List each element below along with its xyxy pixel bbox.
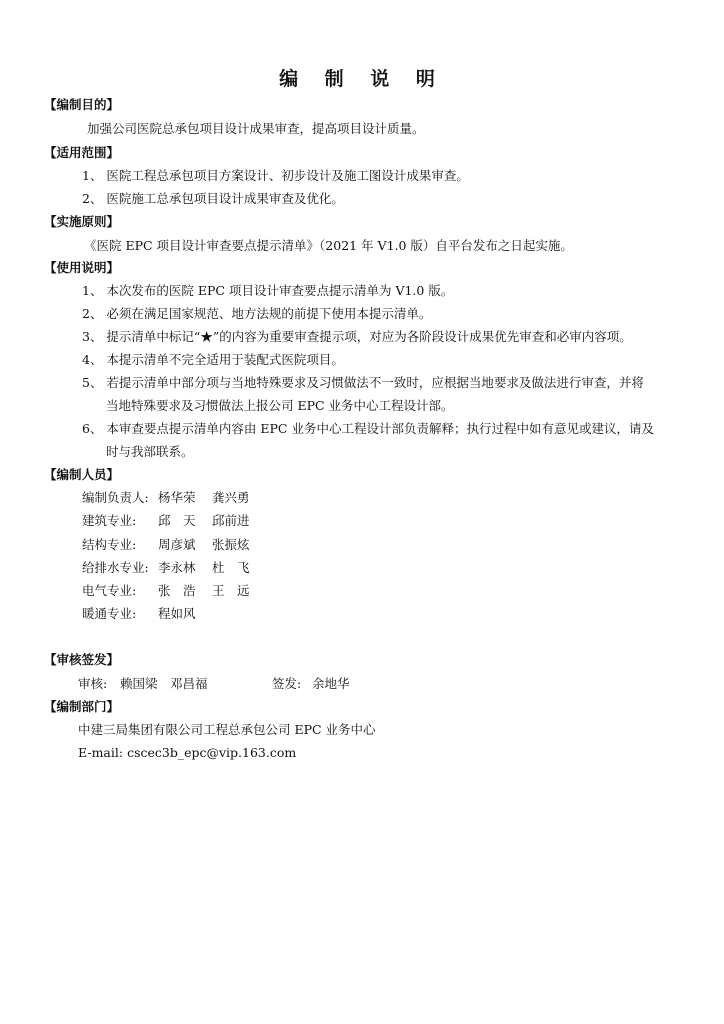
section-heading-purpose: 【编制目的】: [44, 97, 120, 112]
signer-name: 余地华: [312, 676, 350, 691]
staff-name: 王 远: [212, 583, 250, 598]
staff-name: 邱 天: [158, 513, 196, 528]
section-heading-staff: 【编制人员】: [44, 467, 120, 482]
staff-role: 编制负责人:: [82, 490, 149, 505]
scope-item: 1、 医院工程总承包项目方案设计、初步设计及施工图设计成果审查。: [82, 168, 469, 183]
staff-name: 龚兴勇: [212, 490, 250, 505]
department-name: 中建三局集团有限公司工程总承包公司 EPC 业务中心: [78, 722, 376, 737]
staff-role: 暖通专业:: [82, 606, 137, 621]
staff-role: 给排水专业:: [82, 560, 149, 575]
purpose-text: 加强公司医院总承包项目设计成果审查，提高项目设计质量。: [87, 121, 425, 136]
staff-name: 周彦斌: [158, 537, 196, 552]
usage-item: 5、 若提示清单中部分项与当地特殊要求及习惯做法不一致时，应根据当地要求及做法进行审查，并将: [82, 375, 644, 390]
section-heading-principle: 【实施原则】: [44, 214, 120, 229]
sign-label: 签发:: [272, 676, 302, 691]
staff-row: [82, 513, 250, 529]
reviewer-name: 赖国梁: [120, 676, 158, 691]
staff-row: [82, 606, 196, 622]
staff-name: 杨华荣: [158, 490, 196, 505]
staff-row: [82, 583, 250, 599]
staff-name: 张 浩: [158, 583, 196, 598]
review-label: 审核:: [78, 676, 108, 691]
usage-item: 2、 必须在满足国家规范、地方法规的前提下使用本提示清单。: [82, 306, 432, 321]
usage-item: 3、 提示清单中标记“★”的内容为重要审查提示项，对应为各阶段设计成果优先审查和必审内容项。: [82, 329, 632, 344]
staff-row: [82, 490, 250, 506]
scope-item: 2、 医院施工总承包项目设计成果审查及优化。: [82, 191, 344, 206]
staff-role: 结构专业:: [82, 537, 137, 552]
staff-name: 张振炫: [212, 537, 250, 552]
usage-item: 4、 本提示清单不完全适用于装配式医院项目。: [82, 352, 344, 367]
staff-role: 电气专业:: [82, 583, 137, 598]
usage-item: 6、 本审查要点提示清单内容由 EPC 业务中心工程设计部负责解释；执行过程中如有意见或建议，请及: [82, 421, 654, 436]
staff-row: [82, 560, 250, 576]
usage-item: 1、 本次发布的医院 EPC 项目设计审查要点提示清单为 V1.0 版。: [82, 283, 454, 298]
staff-name: 李永林: [158, 560, 196, 575]
staff-name: 邱前进: [212, 513, 250, 528]
usage-item-continuation: 时与我部联系。: [106, 444, 194, 459]
department-email: E-mail: cscec3b_epc@vip.163.com: [78, 745, 297, 760]
page-title: 编 制 说 明: [279, 68, 445, 90]
section-heading-department: 【编制部门】: [44, 699, 120, 714]
section-heading-usage: 【使用说明】: [44, 260, 120, 275]
staff-name: 杜 飞: [212, 560, 250, 575]
reviewer-name: 邓昌福: [170, 676, 208, 691]
approval-row: [78, 676, 350, 692]
principle-text: 《医院 EPC 项目设计审查要点提示清单》（2021 年 V1.0 版）自平台发布之日起实施。: [84, 238, 573, 253]
section-heading-approval: 【审核签发】: [44, 652, 120, 667]
usage-item-continuation: 当地特殊要求及习惯做法上报公司 EPC 业务中心工程设计部。: [106, 398, 454, 413]
staff-name: 程如风: [158, 606, 196, 621]
staff-role: 建筑专业:: [82, 513, 137, 528]
section-heading-scope: 【适用范围】: [44, 145, 120, 160]
staff-row: [82, 537, 250, 553]
